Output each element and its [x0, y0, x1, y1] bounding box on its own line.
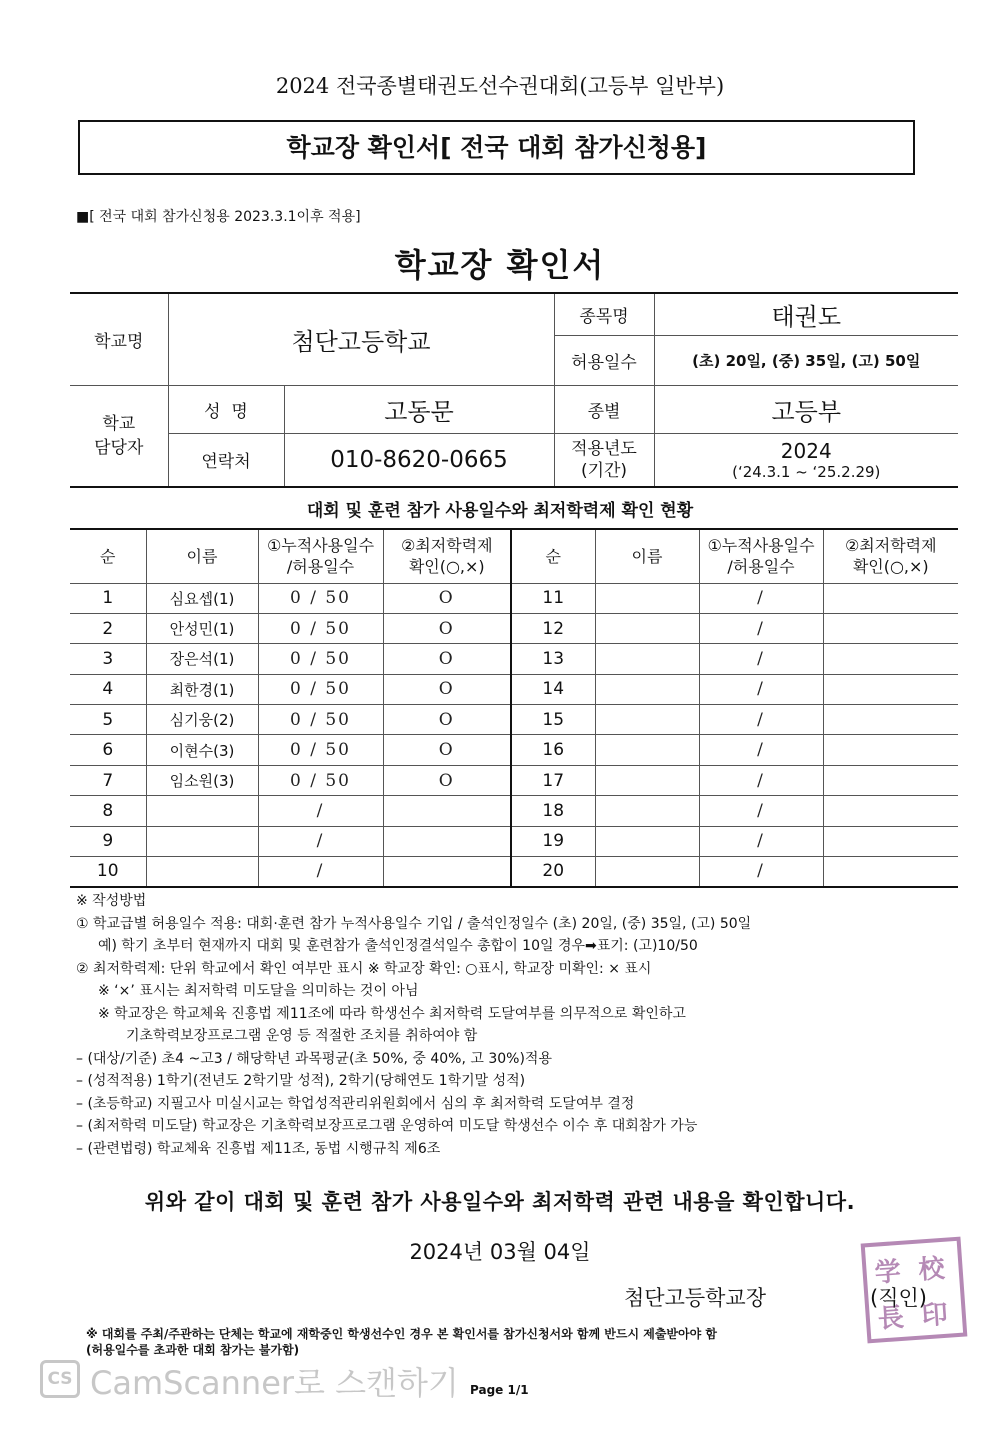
- form-title-box: 학교장 확인서[ 전국 대회 참가신청용]: [78, 120, 915, 175]
- academic-check: O: [383, 583, 511, 613]
- days-used: 0 / 50: [258, 583, 383, 613]
- col-name: 이름: [146, 529, 258, 583]
- academic-check: O: [383, 674, 511, 704]
- student-name: [595, 826, 699, 856]
- student-name: 이현수(3): [146, 735, 258, 765]
- student-name: [595, 735, 699, 765]
- row-number: 8: [70, 796, 146, 826]
- school-label: 학교명: [70, 293, 168, 385]
- row-number: 6: [70, 735, 146, 765]
- row-number: 17: [511, 765, 595, 795]
- status-body: [70, 583, 958, 887]
- days-used: /: [699, 857, 823, 887]
- footnote-line-2: (허용일수를 초과한 대회 참가는 불가함): [86, 1343, 300, 1357]
- student-name: 안성민(1): [146, 613, 258, 643]
- period-label: 적용년도 (기간): [554, 433, 654, 487]
- row-number: 13: [511, 644, 595, 674]
- days-used: 0 / 50: [258, 735, 383, 765]
- notes-title: ※ 작성방법: [76, 893, 147, 909]
- days-used: 0 / 50: [258, 674, 383, 704]
- status-heading: 대회 및 훈련 참가 사용일수와 최저학력제 확인 현황: [306, 501, 694, 521]
- col-name-right: 이름: [595, 529, 699, 583]
- days-used: 0 / 50: [258, 705, 383, 735]
- days-used: 0 / 50: [258, 765, 383, 795]
- academic-check: [383, 796, 511, 826]
- table-row: [70, 857, 958, 887]
- principal-name: 첨단고등학교장: [624, 1286, 767, 1310]
- table-row: [70, 796, 958, 826]
- school-value: 첨단고등학교: [168, 293, 554, 385]
- col-days: ①누적사용일수 /허용일수: [258, 529, 383, 583]
- days-used: /: [699, 826, 823, 856]
- camscanner-watermark: CamScanner로 스캔하기: [90, 1364, 459, 1402]
- student-name: 장은석(1): [146, 644, 258, 674]
- academic-check: O: [383, 765, 511, 795]
- footnote-line-1: ※ 대회를 주최/주관하는 단체는 학교에 재학중인 학생선수인 경우 본 확인서를 참가신청서와 함께 반드시 제출받아야 함: [86, 1327, 717, 1341]
- col-days-right: ①누적사용일수 /허용일수: [699, 529, 823, 583]
- main-heading: 학교장 확인서: [394, 246, 606, 284]
- note-2c: ※ 학교장은 학교체육 진흥법 제11조에 따라 학생선수 최저학력 도달여부를 의무적으로 확인하고: [98, 1005, 686, 1022]
- row-number: 14: [511, 674, 595, 704]
- academic-check: [823, 796, 958, 826]
- table-row: [70, 613, 958, 643]
- student-name: [595, 583, 699, 613]
- academic-check: [383, 857, 511, 887]
- days-used: /: [699, 613, 823, 643]
- academic-check: [823, 613, 958, 643]
- name-label: 성 명: [168, 385, 284, 433]
- contact-person-label: 학교 담당자: [70, 385, 168, 487]
- sport-value: 태권도: [654, 293, 958, 335]
- allowed-days-value: (초) 20일, (중) 35일, (고) 50일: [654, 335, 958, 385]
- row-number: 5: [70, 705, 146, 735]
- table-row: [70, 765, 958, 795]
- confirmation-date: 2024년 03월 04일: [409, 1240, 591, 1264]
- row-number: 19: [511, 826, 595, 856]
- days-used: /: [699, 735, 823, 765]
- division-label: 종별: [554, 385, 654, 433]
- name-value: 고동문: [284, 385, 554, 433]
- status-table: [70, 528, 958, 888]
- sport-label: 종목명: [554, 293, 654, 335]
- student-name: 심요셉(1): [146, 583, 258, 613]
- academic-check: [383, 826, 511, 856]
- academic-check: [823, 826, 958, 856]
- student-name: [595, 613, 699, 643]
- note-detail-2: – (성적적용) 1학기(전년도 2학기말 성적), 2학기(당해연도 1학기말 성적): [76, 1073, 526, 1089]
- seal-label: (직인): [870, 1286, 927, 1310]
- footnote: [86, 1326, 966, 1358]
- table-row: [70, 674, 958, 704]
- student-name: 최한경(1): [146, 674, 258, 704]
- table-row: [70, 583, 958, 613]
- table-row: [70, 644, 958, 674]
- confirmation-text: 위와 같이 대회 및 훈련 참가 사용일수와 최저학력 관련 내용을 확인합니다.: [144, 1190, 856, 1214]
- event-title: 2024 전국종별태권도선수권대회(고등부 일반부): [275, 74, 725, 98]
- row-number: 15: [511, 705, 595, 735]
- note-2b: ※ ‘×’ 표시는 최저학력 미도달을 의미하는 것이 아님: [98, 983, 419, 999]
- school-seal: 学 校 長 印: [861, 1237, 968, 1344]
- row-number: 18: [511, 796, 595, 826]
- note-1b: 예) 학기 초부터 현재까지 대회 및 훈련참가 출석인정결석일수 총합이 10일 경우➡표기: (고)10/50: [98, 938, 698, 954]
- student-name: [595, 644, 699, 674]
- student-name: [146, 857, 258, 887]
- period-cell: [654, 433, 958, 487]
- academic-check: O: [383, 705, 511, 735]
- info-table: [70, 292, 958, 488]
- academic-check: [823, 735, 958, 765]
- row-number: 2: [70, 613, 146, 643]
- row-number: 1: [70, 583, 146, 613]
- row-number: 12: [511, 613, 595, 643]
- row-number: 7: [70, 765, 146, 795]
- col-no: 순: [70, 529, 146, 583]
- student-name: 임소원(3): [146, 765, 258, 795]
- student-name: 심기웅(2): [146, 705, 258, 735]
- note-1a: ① 학교급별 허용일수 적용: 대회·훈련 참가 누적사용일수 기입 / 출석인정일수 (초) 20일, (중) 35일, (고) 50일: [76, 915, 752, 932]
- academic-check: [823, 765, 958, 795]
- applies-note: ■[ 전국 대회 참가신청용 2023.3.1이후 적용]: [76, 209, 361, 225]
- note-detail-5: – (관련법령) 학교체육 진흥법 제11조, 동법 시행규칙 제6조: [76, 1140, 441, 1157]
- table-row: [70, 705, 958, 735]
- days-used: /: [699, 583, 823, 613]
- academic-check: [823, 857, 958, 887]
- note-detail-3: – (초등학교) 지필고사 미실시교는 학업성적관리위원회에서 심의 후 최저학력 도달여부 결정: [76, 1095, 635, 1112]
- days-used: /: [699, 705, 823, 735]
- camscanner-logo-icon: CS: [40, 1360, 80, 1398]
- note-2a: ② 최저학력제: 단위 학교에서 확인 여부만 표시 ※ 학교장 확인: ○표시, 학교장 미확인: × 표시: [76, 960, 652, 977]
- days-used: 0 / 50: [258, 644, 383, 674]
- student-name: [146, 796, 258, 826]
- days-used: /: [258, 796, 383, 826]
- page-number: Page 1/1: [470, 1383, 529, 1397]
- table-row: [70, 826, 958, 856]
- row-number: 10: [70, 857, 146, 887]
- academic-check: [823, 583, 958, 613]
- student-name: [146, 826, 258, 856]
- row-number: 3: [70, 644, 146, 674]
- note-detail-4: – (최저학력 미도달) 학교장은 기초학력보장프로그램 운영하여 미도달 학생선수 이수 후 대회참가 가능: [76, 1118, 698, 1134]
- row-number: 20: [511, 857, 595, 887]
- phone-label: 연락처: [168, 433, 284, 487]
- days-used: /: [699, 644, 823, 674]
- student-name: [595, 705, 699, 735]
- student-name: [595, 765, 699, 795]
- col-no-right: 순: [511, 529, 595, 583]
- row-number: 9: [70, 826, 146, 856]
- days-used: /: [258, 857, 383, 887]
- row-number: 16: [511, 735, 595, 765]
- table-row: [70, 735, 958, 765]
- student-name: [595, 674, 699, 704]
- days-used: /: [699, 674, 823, 704]
- row-number: 11: [511, 583, 595, 613]
- academic-check: [823, 644, 958, 674]
- row-number: 4: [70, 674, 146, 704]
- student-name: [595, 857, 699, 887]
- col-academic: ②최저학력제 확인(○,×): [383, 529, 511, 583]
- writing-instructions: [76, 890, 956, 1160]
- student-name: [595, 796, 699, 826]
- academic-check: O: [383, 613, 511, 643]
- days-used: /: [699, 765, 823, 795]
- academic-check: O: [383, 644, 511, 674]
- period-year: 2024: [780, 438, 832, 463]
- allowed-days-label: 허용일수: [554, 335, 654, 385]
- phone-value: 010-8620-0665: [284, 433, 554, 487]
- division-value: 고등부: [654, 385, 958, 433]
- note-2d: 기초학력보장프로그램 운영 등 적절한 조치를 취하여야 함: [126, 1028, 478, 1044]
- days-used: /: [699, 796, 823, 826]
- academic-check: O: [383, 735, 511, 765]
- days-used: /: [258, 826, 383, 856]
- academic-check: [823, 705, 958, 735]
- period-range: (‘24.3.1 ~ ‘25.2.29): [732, 462, 881, 481]
- note-detail-1: – (대상/기준) 초4 ~고3 / 해당학년 과목평균(초 50%, 중 40%, 고 30%)적용: [76, 1050, 552, 1067]
- academic-check: [823, 674, 958, 704]
- days-used: 0 / 50: [258, 613, 383, 643]
- col-academic-right: ②최저학력제 확인(○,×): [823, 529, 958, 583]
